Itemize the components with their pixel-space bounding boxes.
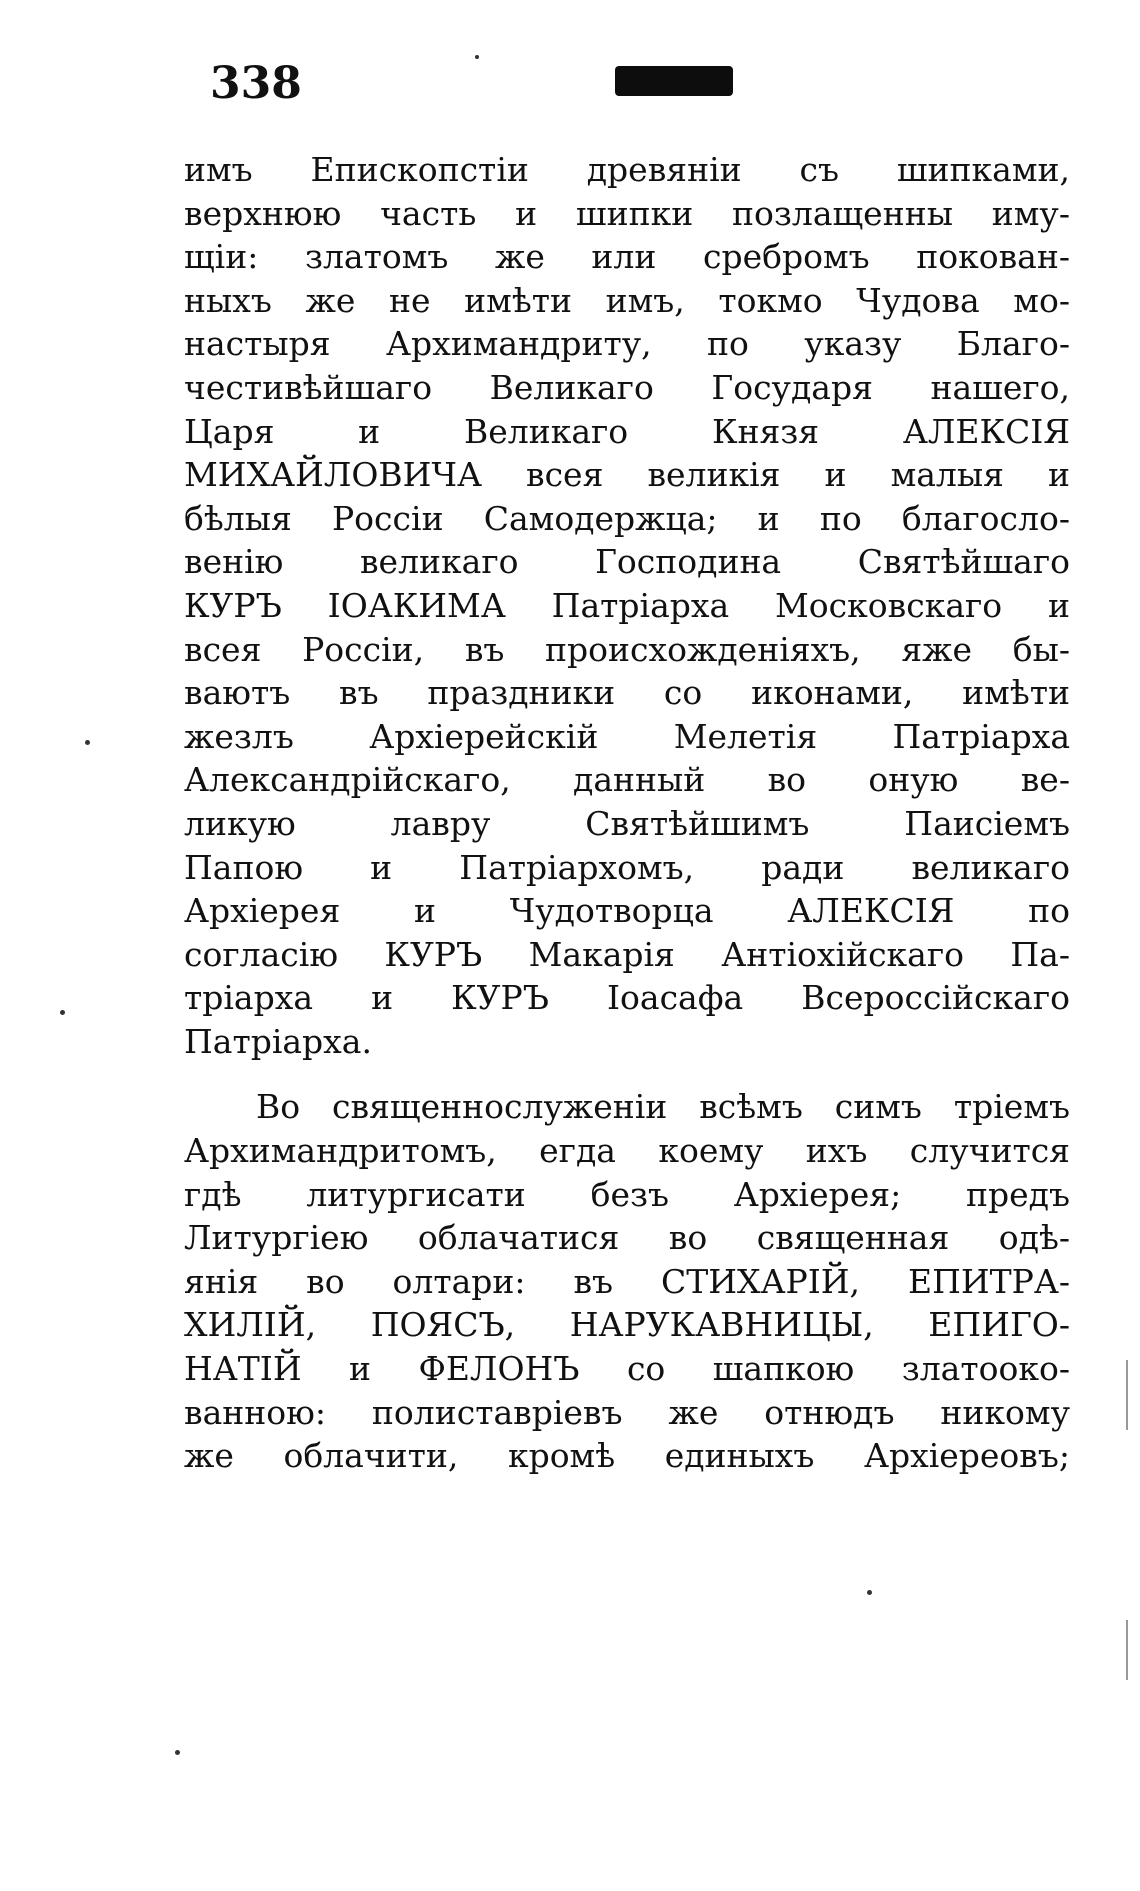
text-line: всея Россіи, въ происхожденіяхъ, яже бы- bbox=[184, 629, 1070, 669]
text-line: настыря Архимандриту, по указу Благо- bbox=[184, 324, 1070, 364]
print-speck bbox=[60, 1010, 65, 1015]
text-line: щіи: златомъ же или сребромъ покован- bbox=[184, 237, 1070, 277]
page-number: 338 bbox=[210, 58, 302, 109]
scan-edge-mark bbox=[1126, 1620, 1128, 1680]
text-line: Архіерея и Чудотворца АЛЕКСІЯ по bbox=[184, 891, 1070, 931]
print-speck bbox=[175, 1750, 180, 1755]
scan-edge-mark bbox=[1126, 1360, 1128, 1430]
print-speck bbox=[867, 1590, 872, 1595]
text-line: ванною: полиставріевъ же отнюдъ никому bbox=[184, 1392, 1070, 1432]
text-line: Царя и Великаго Князя АЛЕКСІЯ bbox=[184, 411, 1070, 451]
text-line: ХИЛІЙ, ПОЯСЪ, НАРУКАВНИЦЫ, ЕПИГО- bbox=[184, 1305, 1070, 1345]
text-line: же облачити, кромѣ единыхъ Архіереовъ; bbox=[184, 1436, 1070, 1476]
text-line: жезлъ Архіерейскій Мелетія Патріарха bbox=[184, 716, 1070, 756]
text-line: верхнюю часть и шипки позлащенны иму- bbox=[184, 193, 1070, 233]
text-line: Архимандритомъ, егда коему ихъ случится bbox=[184, 1131, 1070, 1171]
text-line: ликую лавру Святѣйшимъ Паисіемъ bbox=[184, 803, 1070, 843]
paragraph-2 bbox=[184, 1085, 1070, 1477]
text-line: честивѣйшаго Великаго Государя нашего, bbox=[184, 367, 1070, 407]
text-line: янія во олтари: въ СТИХАРІЙ, ЕПИТРА- bbox=[184, 1261, 1070, 1301]
text-line: МИХАЙЛОВИЧА всея великія и малыя и bbox=[184, 455, 1070, 495]
text-line: ваютъ въ праздники со иконами, имѣти bbox=[184, 673, 1070, 713]
text-line: гдѣ литургисати безъ Архіерея; предъ bbox=[184, 1174, 1070, 1214]
text-line: Патріарха. bbox=[184, 1021, 372, 1061]
text-line: КУРЪ ІОАКИМА Патріарха Московскаго и bbox=[184, 585, 1070, 625]
text-line: тріарха и КУРЪ Іоасафа Всероссійскаго bbox=[184, 978, 1070, 1018]
text-line: согласію КУРЪ Макарія Антіохійскаго Па- bbox=[184, 934, 1070, 974]
header-ornament bbox=[615, 66, 733, 96]
text-line: Папою и Патріархомъ, ради великаго bbox=[184, 847, 1070, 887]
text-line: Александрійскаго, данный во оную ве- bbox=[184, 760, 1070, 800]
text-line: ныхъ же не имѣти имъ, токмо Чудова мо- bbox=[184, 280, 1070, 320]
text-line: Во священнослуженіи всѣмъ симъ тріемъ bbox=[256, 1087, 1070, 1127]
text-line: Литургіею облачатися во священная одѣ- bbox=[184, 1218, 1070, 1258]
text-line: бѣлыя Россіи Самодержца; и по благосло- bbox=[184, 498, 1070, 538]
print-speck bbox=[475, 55, 479, 59]
body-text bbox=[184, 148, 1070, 1478]
print-speck bbox=[85, 740, 90, 745]
text-line: имъ Епископстіи древяніи съ шипками, bbox=[184, 150, 1070, 189]
text-line: НАТІЙ и ФЕЛОНЪ со шапкою златоокo- bbox=[184, 1349, 1070, 1389]
paragraph-1 bbox=[184, 148, 1070, 1063]
text-line: венію великаго Господина Святѣйшаго bbox=[184, 542, 1070, 582]
